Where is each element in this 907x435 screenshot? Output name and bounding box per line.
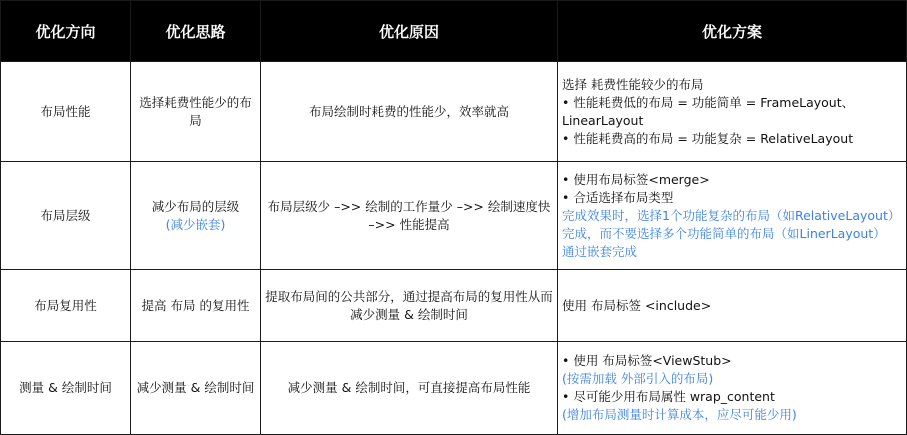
header-idea: 优化思路 [131, 1, 261, 62]
cell-direction: 布局性能 [1, 62, 131, 162]
header-direction: 优化方向 [1, 1, 131, 62]
plan-line: • 性能耗费低的布局 = 功能简单 = FrameLayout、 [562, 94, 855, 110]
plan-note-line: (增加布局测量时计算成本，应尽可能少用) [562, 407, 797, 422]
cell-direction: 布局复用性 [1, 270, 131, 342]
header-row [1, 1, 907, 62]
plan-line: 使用 布局标签 <include> [562, 297, 712, 313]
table-row [1, 62, 907, 162]
header-reason: 优化原因 [261, 1, 558, 62]
cell-idea: 提高 布局 的复用性 [131, 270, 261, 342]
idea-note: (减少嵌套) [165, 216, 226, 232]
cell-idea: 减少测量 & 绘制时间 [131, 342, 261, 435]
cell-direction: 布局层级 [1, 162, 131, 270]
header-plan: 优化方案 [558, 1, 907, 62]
plan-line: • 合适选择布局类型 [562, 189, 674, 205]
plan-line: 选择 耗费性能较少的布局 [562, 76, 704, 92]
plan-line: • 性能耗费高的布局 = 功能复杂 = RelativeLayout [562, 130, 854, 146]
cell-plan [558, 342, 907, 435]
plan-note-line: 通过嵌套完成 [562, 243, 638, 259]
cell-reason: 提取布局间的公共部分，通过提高布局的复用性从而减少测量 & 绘制时间 [261, 270, 558, 342]
table-row [1, 342, 907, 435]
cell-idea [131, 162, 261, 270]
plan-line: • 使用布局标签<merge> [562, 171, 710, 187]
cell-reason: 减少测量 & 绘制时间，可直接提高布局性能 [261, 342, 558, 435]
cell-direction: 测量 & 绘制时间 [1, 342, 131, 435]
plan-note-line: (按需加载 外部引入的布局) [562, 371, 714, 386]
cell-reason: 布局绘制时耗费的性能少，效率就高 [261, 62, 558, 162]
plan-note-line: 完成效果时，选择1个功能复杂的布局（如RelativeLayout） [562, 207, 901, 223]
plan-line: • 尽可能少用布局属性 wrap_content [562, 389, 775, 404]
table-row [1, 270, 907, 342]
plan-line: • 使用 布局标签<ViewStub> [562, 353, 732, 368]
cell-plan [558, 270, 907, 342]
cell-plan [558, 162, 907, 270]
plan-note-line: 完成，而不要选择多个功能简单的布局（如LinerLayout） [562, 225, 886, 241]
cell-idea: 选择耗费性能少的布局 [131, 62, 261, 162]
plan-line: LinearLayout [562, 112, 644, 128]
table-row [1, 162, 907, 270]
idea-text: 减少布局的层级 [151, 198, 240, 214]
cell-reason: 布局层级少 –>> 绘制的工作量少 –>> 绘制速度快 –>> 性能提高 [261, 162, 558, 270]
cell-plan [558, 62, 907, 162]
